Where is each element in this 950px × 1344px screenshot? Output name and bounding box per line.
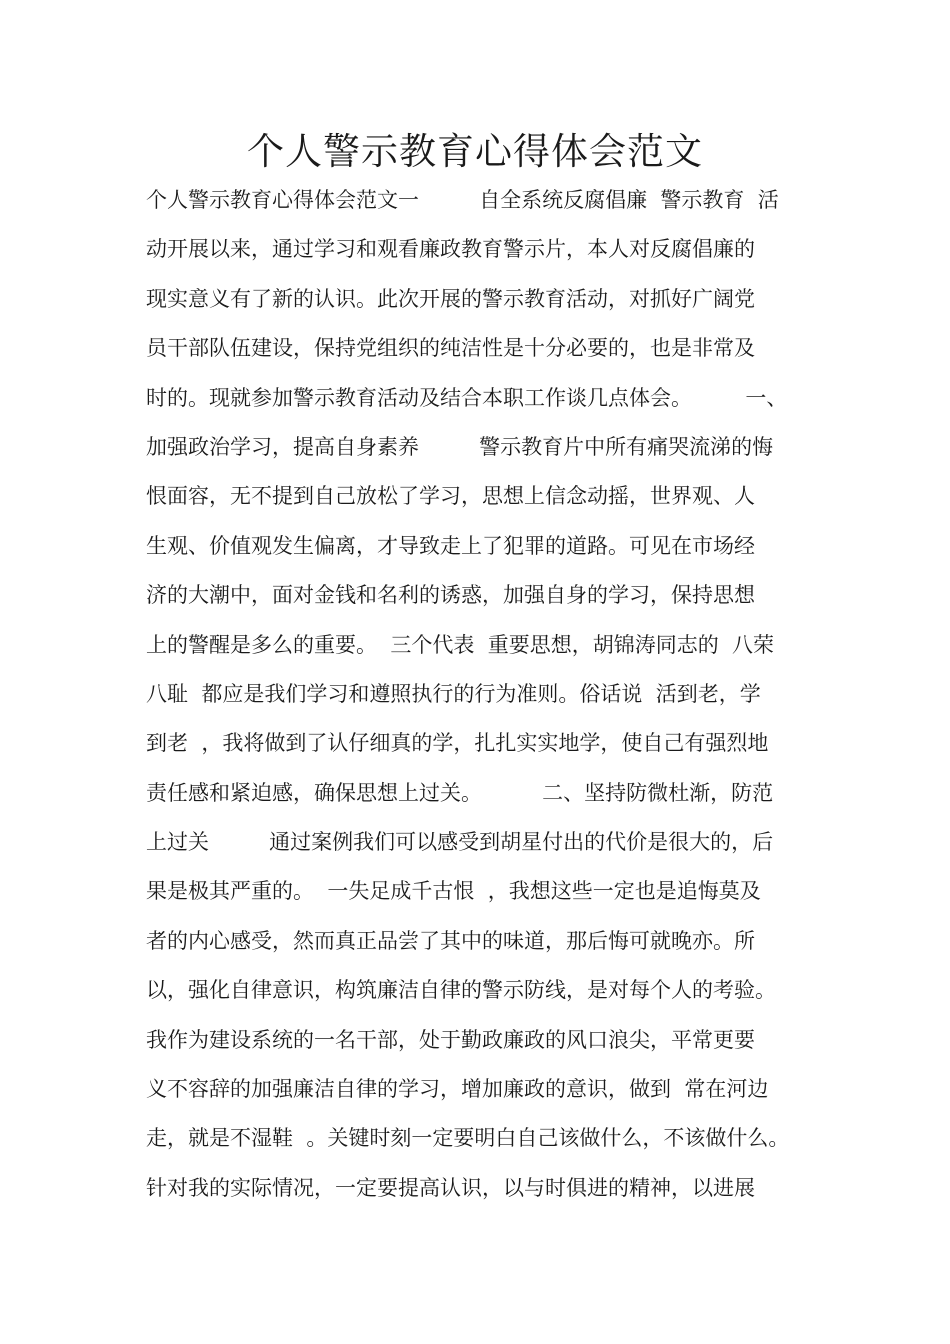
text-line: 上过关 通过案例我们可以感受到胡星付出的代价是很大的，后 [146, 830, 774, 855]
text-line: 以，强化自律意识，构筑廉洁自律的警示防线，是对每个人的考验。 [146, 978, 776, 1003]
text-line: 责任感和紧迫感，确保思想上过关。 二、坚持防微杜渐，防范 [146, 780, 774, 805]
text-line: 到老 ，我将做到了认仔细真的学，扎扎实实地学，使自己有强烈地 [146, 731, 769, 756]
text-line: 员干部队伍建设，保持党组织的纯洁性是十分必要的，也是非常及 [146, 336, 755, 361]
text-line: 生观、价值观发生偏离，才导致走上了犯罪的道路。可见在市场经 [146, 533, 755, 558]
document-title: 个人警示教育心得体会范文 [247, 130, 703, 173]
text-line: 济的大潮中，面对金钱和名利的诱惑，加强自身的学习，保持思想 [146, 583, 755, 608]
text-line: 动开展以来，通过学习和观看廉政教育警示片，本人对反腐倡廉的 [146, 237, 755, 262]
text-line: 义不容辞的加强廉洁自律的学习，增加廉政的意识，做到 常在河边 [146, 1077, 769, 1102]
text-line: 时的。现就参加警示教育活动及结合本职工作谈几点体会。 一、 [146, 385, 788, 410]
text-line: 现实意义有了新的认识。此次开展的警示教育活动，对抓好广阔党 [146, 286, 755, 311]
text-line: 上的警醒是多么的重要。 三个代表 重要思想，胡锦涛同志的 八荣 [146, 632, 775, 657]
text-line: 者的内心感受，然而真正品尝了其中的味道，那后悔可就晚亦。所 [146, 928, 755, 953]
text-line: 针对我的实际情况，一定要提高认识，以与时俱进的精神，以进展 [146, 1175, 755, 1200]
text-line: 走，就是不湿鞋 。关键时刻一定要明白自己该做什么，不该做什么。 [146, 1126, 790, 1151]
text-line: 恨面容，无不提到自己放松了学习，思想上信念动摇，世界观、人 [146, 484, 755, 509]
text-line: 个人警示教育心得体会范文一 自全系统反腐倡廉 警示教育 活 [146, 188, 779, 212]
text-line: 我作为建设系统的一名干部，处于勤政廉政的风口浪尖，平常更要 [146, 1027, 755, 1052]
text-line: 果是极其严重的。 一失足成千古恨 ，我想这些一定也是追悔莫及 [146, 879, 761, 904]
text-line: 八耻 都应是我们学习和遵照执行的行为准则。俗话说 活到老，学 [146, 681, 761, 706]
document-body [146, 180, 836, 1217]
text-line: 加强政治学习，提高自身素养 警示教育片中所有痛哭流涕的悔 [146, 434, 774, 459]
